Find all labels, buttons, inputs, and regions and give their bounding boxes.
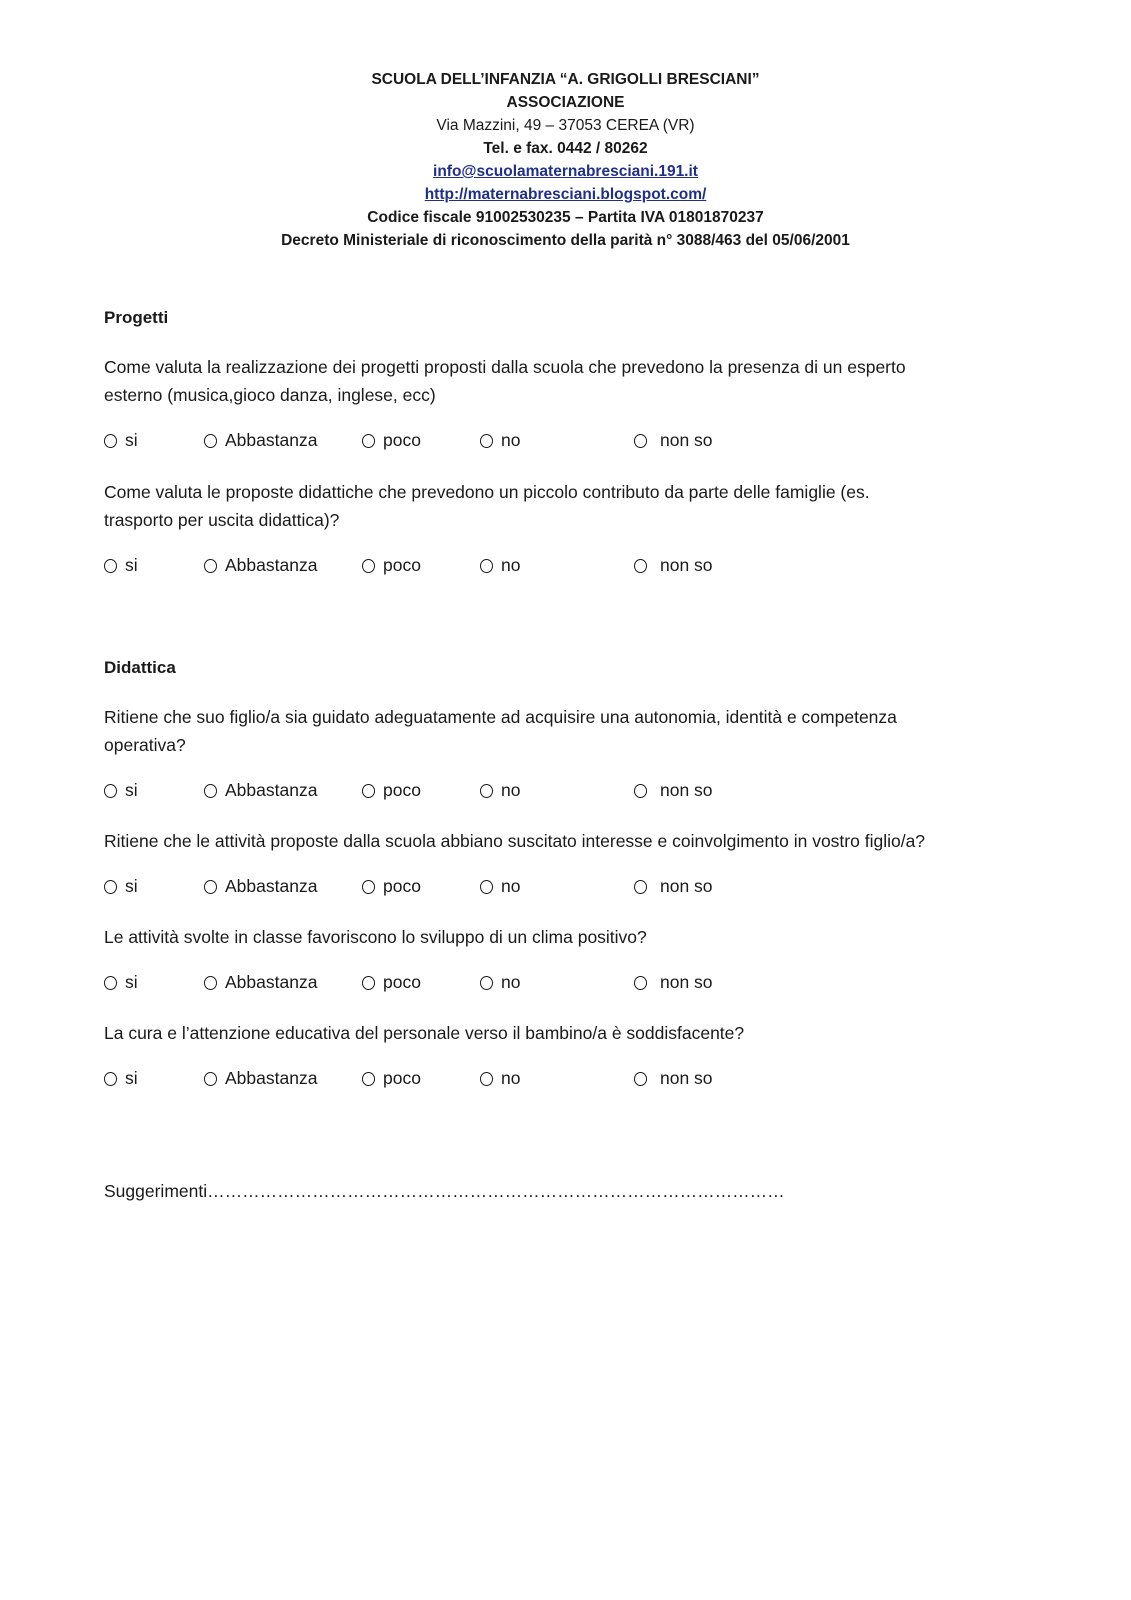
option-si[interactable]: si [104, 972, 138, 993]
option-poco[interactable]: poco [362, 972, 421, 993]
radio-circle-icon[interactable] [104, 434, 117, 448]
option-non-so[interactable]: non so [634, 780, 713, 801]
radio-circle-icon[interactable] [104, 559, 117, 573]
answer-options [104, 972, 804, 998]
option-no[interactable]: no [480, 555, 520, 576]
radio-circle-icon[interactable] [362, 784, 375, 798]
answer-options [104, 430, 804, 456]
fiscal-info: Codice fiscale 91002530235 – Partita IVA 01801870237 [367, 209, 764, 226]
radio-circle-icon[interactable] [480, 784, 493, 798]
option-si[interactable]: si [104, 780, 138, 801]
radio-circle-icon[interactable] [104, 976, 117, 990]
radio-circle-icon[interactable] [204, 1072, 217, 1086]
question-text: Come valuta le proposte didattiche che prevedono un piccolo contributo da parte delle famiglie (es. trasporto per uscita didattica)? [104, 482, 870, 530]
radio-circle-icon[interactable] [634, 880, 647, 894]
radio-circle-icon[interactable] [104, 1072, 117, 1086]
radio-circle-icon[interactable] [362, 434, 375, 448]
radio-circle-icon[interactable] [480, 559, 493, 573]
website-link[interactable]: http://maternabresciani.blogspot.com/ [424, 186, 707, 203]
option-si[interactable]: si [104, 430, 138, 451]
option-non-so[interactable]: non so [634, 876, 713, 897]
radio-circle-icon[interactable] [204, 976, 217, 990]
question-text: Le attività svolte in classe favoriscono lo sviluppo di un clima positivo? [104, 927, 647, 947]
school-phone: Tel. e fax. 0442 / 80262 [483, 140, 648, 157]
option-poco[interactable]: poco [362, 430, 421, 451]
option-non-so[interactable]: non so [634, 430, 713, 451]
option-abbastanza[interactable]: Abbastanza [204, 780, 317, 801]
radio-circle-icon[interactable] [104, 880, 117, 894]
answer-options [104, 555, 804, 581]
radio-circle-icon[interactable] [204, 559, 217, 573]
option-si[interactable]: si [104, 555, 138, 576]
option-abbastanza[interactable]: Abbastanza [204, 876, 317, 897]
association-label: ASSOCIAZIONE [506, 94, 625, 111]
radio-circle-icon[interactable] [204, 434, 217, 448]
option-poco[interactable]: poco [362, 780, 421, 801]
radio-circle-icon[interactable] [362, 880, 375, 894]
option-non-so[interactable]: non so [634, 972, 713, 993]
option-abbastanza[interactable]: Abbastanza [204, 1068, 317, 1089]
radio-circle-icon[interactable] [634, 434, 647, 448]
decree-info: Decreto Ministeriale di riconoscimento della parità n° 3088/463 del 05/06/2001 [281, 232, 850, 249]
radio-circle-icon[interactable] [634, 559, 647, 573]
radio-circle-icon[interactable] [104, 784, 117, 798]
radio-circle-icon[interactable] [204, 880, 217, 894]
option-no[interactable]: no [480, 972, 520, 993]
radio-circle-icon[interactable] [480, 434, 493, 448]
question-text: Come valuta la realizzazione dei progetti proposti dalla scuola che prevedono la presenza di un esperto esterno (musica,gioco danza, inglese, ecc) [104, 357, 906, 405]
option-no[interactable]: no [480, 780, 520, 801]
answer-options [104, 876, 804, 902]
option-abbastanza[interactable]: Abbastanza [204, 430, 317, 451]
option-poco[interactable]: poco [362, 876, 421, 897]
radio-circle-icon[interactable] [204, 784, 217, 798]
answer-options [104, 780, 804, 806]
email-link[interactable]: info@scuolamaternabresciani.191.it [433, 163, 698, 180]
option-poco[interactable]: poco [362, 555, 421, 576]
radio-circle-icon[interactable] [362, 976, 375, 990]
school-address: Via Mazzini, 49 – 37053 CEREA (VR) [436, 117, 695, 134]
option-poco[interactable]: poco [362, 1068, 421, 1089]
school-name: SCUOLA DELL’INFANZIA “A. GRIGOLLI BRESCIANI” [371, 71, 760, 88]
answer-options [104, 1068, 804, 1094]
question-text: Ritiene che suo figlio/a sia guidato adeguatamente ad acquisire una autonomia, identità e competenza operativa? [104, 707, 897, 755]
option-abbastanza[interactable]: Abbastanza [204, 555, 317, 576]
option-no[interactable]: no [480, 876, 520, 897]
option-no[interactable]: no [480, 430, 520, 451]
option-non-so[interactable]: non so [634, 555, 713, 576]
suggestions-field[interactable]: Suggerimenti……………………………………………………………………………………… [104, 1181, 785, 1201]
radio-circle-icon[interactable] [362, 559, 375, 573]
section-title-progetti: Progetti [104, 308, 169, 327]
section-title-didattica: Didattica [104, 658, 176, 677]
letterhead [0, 68, 1131, 252]
radio-circle-icon[interactable] [634, 976, 647, 990]
option-no[interactable]: no [480, 1068, 520, 1089]
option-si[interactable]: si [104, 1068, 138, 1089]
radio-circle-icon[interactable] [362, 1072, 375, 1086]
option-abbastanza[interactable]: Abbastanza [204, 972, 317, 993]
radio-circle-icon[interactable] [480, 1072, 493, 1086]
radio-circle-icon[interactable] [480, 880, 493, 894]
question-text: Ritiene che le attività proposte dalla scuola abbiano suscitato interesse e coinvolgimento in vostro figlio/a? [104, 831, 926, 851]
question-text: La cura e l’attenzione educativa del personale verso il bambino/a è soddisfacente? [104, 1023, 745, 1043]
option-si[interactable]: si [104, 876, 138, 897]
radio-circle-icon[interactable] [480, 976, 493, 990]
radio-circle-icon[interactable] [634, 784, 647, 798]
option-non-so[interactable]: non so [634, 1068, 713, 1089]
radio-circle-icon[interactable] [634, 1072, 647, 1086]
